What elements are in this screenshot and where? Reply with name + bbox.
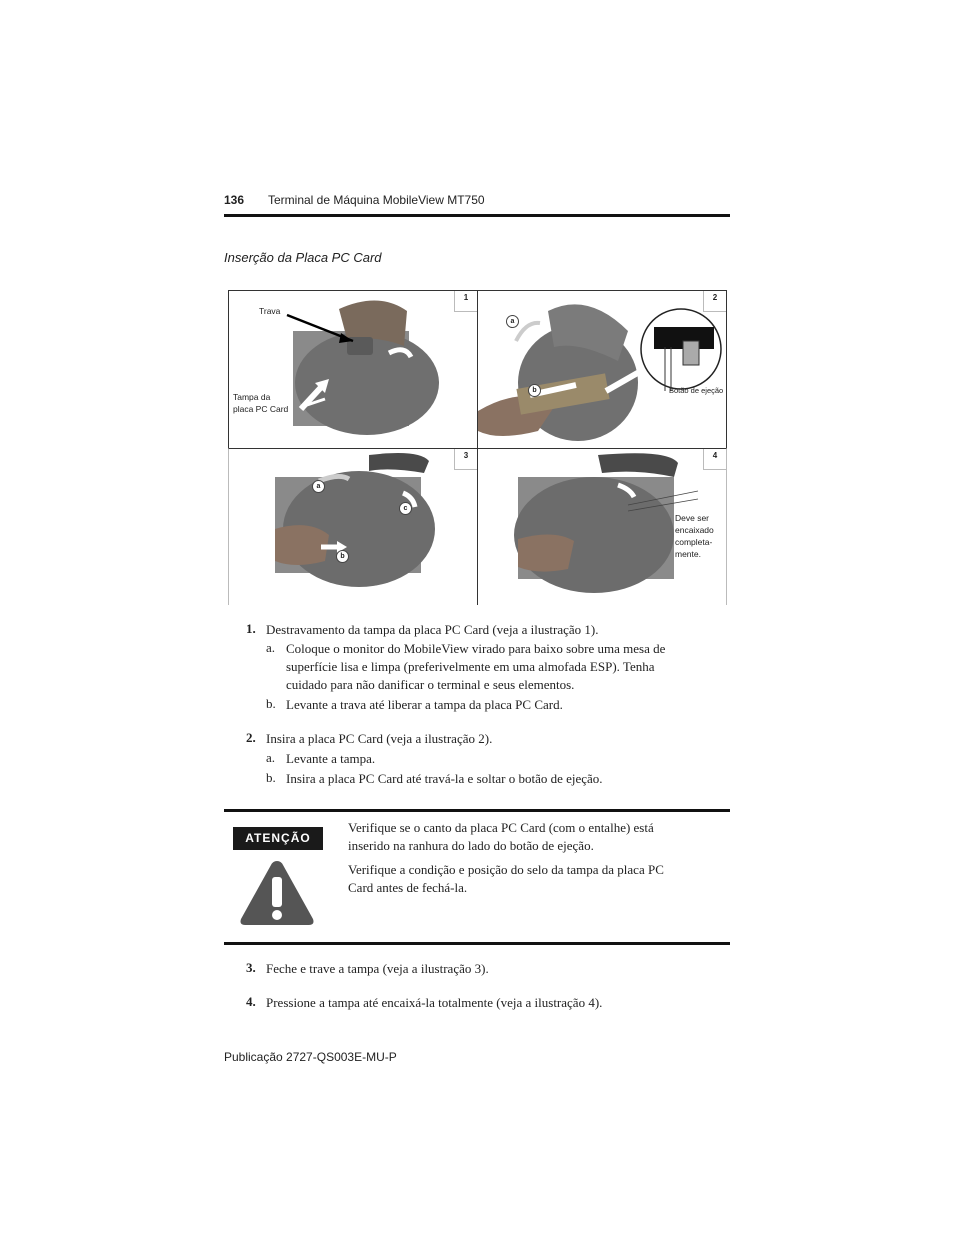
substep-letter: b.	[266, 696, 276, 711]
callout-encaixado: encaixado	[675, 525, 714, 535]
attention-line: inserido na ranhura do lado do botão de ejeção.	[348, 838, 594, 853]
attention-top-rule	[224, 809, 730, 812]
header-rule	[224, 214, 730, 217]
callout-mente: mente.	[675, 549, 701, 559]
publication-number: Publicação 2727-QS003E-MU-P	[224, 1050, 397, 1064]
step-text: Pressione a tampa até encaixá-la totalmente (veja a ilustração 4).	[266, 995, 603, 1010]
illustration-panel-4	[477, 448, 727, 605]
callout-tampa-line2: placa PC Card	[233, 404, 289, 414]
panel-number-3: 3	[454, 449, 477, 470]
figure-caption: Inserção da Placa PC Card	[224, 250, 382, 265]
callout-botao-ejecao: Botão de ejeção	[669, 386, 724, 395]
callout-bubble-a: a	[312, 480, 325, 493]
attention-label: ATENÇÃO	[233, 827, 323, 850]
step-text: Destravamento da tampa da placa PC Card (veja a ilustração 1).	[266, 622, 599, 637]
step-number: 2.	[246, 730, 256, 745]
step-text: Insira a placa PC Card (veja a ilustração 2).	[266, 731, 493, 746]
running-title: Terminal de Máquina MobileView MT750	[268, 193, 485, 207]
callout-tampa-line1: Tampa da	[233, 392, 271, 402]
substep-line: Levante a trava até liberar a tampa da placa PC Card.	[286, 697, 563, 712]
page-number: 136	[224, 193, 245, 207]
callout-bubble-b: b	[336, 550, 349, 563]
substep-line: Insira a placa PC Card até travá-la e soltar o botão de ejeção.	[286, 771, 603, 786]
substep-letter: a.	[266, 750, 276, 765]
callout-trava: Trava	[259, 306, 281, 316]
step-text: Feche e trave a tampa (veja a ilustração 3).	[266, 961, 489, 976]
step-number: 1.	[246, 621, 256, 636]
substep-line: superfície lisa e limpa (preferivelmente em uma almofada ESP). Tenha	[286, 659, 655, 674]
substep-line: Coloque o monitor do MobileView virado para baixo sobre uma mesa de	[286, 641, 666, 656]
panel-number-4: 4	[703, 449, 726, 470]
panel-number-1: 1	[454, 291, 477, 312]
callout-completa: completa-	[675, 537, 713, 547]
substep-letter: a.	[266, 640, 276, 655]
substep-line: cuidado para não danificar o terminal e seus elementos.	[286, 677, 575, 692]
panel-number-2: 2	[703, 291, 726, 312]
step-number: 4.	[246, 994, 256, 1009]
callout-bubble-b: b	[528, 384, 541, 397]
callout-deve-ser: Deve ser	[675, 513, 710, 523]
attention-line: Verifique a condição e posição do selo da tampa da placa PC	[348, 862, 664, 877]
attention-line: Card antes de fechá-la.	[348, 880, 468, 895]
callout-bubble-c: c	[399, 502, 412, 515]
warning-triangle-icon	[237, 857, 317, 929]
attention-bottom-rule	[224, 942, 730, 945]
illustration-2-image	[478, 291, 726, 448]
illustration-panel-1	[228, 290, 478, 449]
substep-line: Levante a tampa.	[286, 751, 376, 766]
callout-bubble-a: a	[506, 315, 519, 328]
figure-grid	[228, 290, 727, 604]
illustration-panel-3	[228, 448, 478, 605]
illustration-3-image	[229, 449, 477, 605]
step-number: 3.	[246, 960, 256, 975]
attention-line: Verifique se o canto da placa PC Card (com o entalhe) está	[348, 820, 654, 835]
illustration-panel-2	[477, 290, 727, 449]
substep-letter: b.	[266, 770, 276, 785]
